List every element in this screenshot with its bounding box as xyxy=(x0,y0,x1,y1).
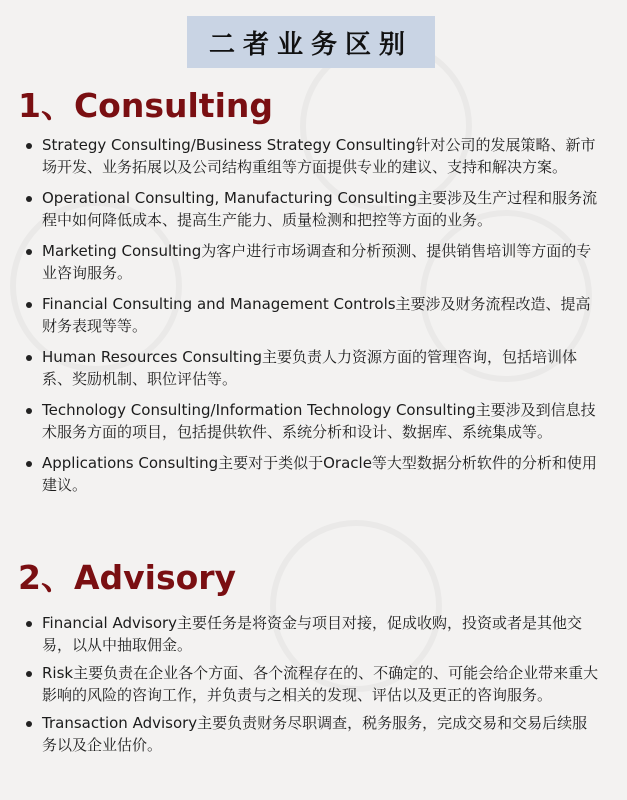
list-item: Human Resources Consulting主要负责人力资源方面的管理咨询，包括培训体系、奖励机制、职位评估等。 xyxy=(24,346,601,390)
list-item: Technology Consulting/Information Technology Consulting主要涉及到信息技术服务方面的项目，包括提供软件、系统分析和设计、数据库、系统集成等。 xyxy=(24,399,601,443)
list-item: Financial Advisory主要任务是将资金与项目对接，促成收购，投资或者是其他交易，以从中抽取佣金。 xyxy=(24,612,601,656)
list-item: Operational Consulting, Manufacturing Consulting主要涉及生产过程和服务流程中如何降低成本、提高生产能力、质量检测和把控等方面的业务。 xyxy=(24,187,601,231)
list-item: Risk主要负责在企业各个方面、各个流程存在的、不确定的、可能会给企业带来重大影响的风险的咨询工作，并负责与之相关的发现、评估以及更正的咨询服务。 xyxy=(24,662,601,706)
title-banner xyxy=(187,16,435,68)
section-heading-consulting: 1、Consulting xyxy=(18,86,273,125)
list-item: Financial Consulting and Management Controls主要涉及财务流程改造、提高财务表现等等。 xyxy=(24,293,601,337)
section-heading-advisory: 2、Advisory xyxy=(18,558,237,597)
list-item: Applications Consulting主要对于类似于Oracle等大型数据分析软件的分析和使用建议。 xyxy=(24,452,601,496)
consulting-list xyxy=(24,134,601,505)
list-item: Strategy Consulting/Business Strategy Consulting针对公司的发展策略、新市场开发、业务拓展以及公司结构重组等方面提供专业的建议、支持和解决方案。 xyxy=(24,134,601,178)
advisory-list xyxy=(24,612,601,762)
list-item: Marketing Consulting为客户进行市场调查和分析预测、提供销售培训等方面的专业咨询服务。 xyxy=(24,240,601,284)
list-item: Transaction Advisory主要负责财务尽职调查，税务服务，完成交易和交易后续服务以及企业估价。 xyxy=(24,712,601,756)
page-title: 二者业务区别 xyxy=(208,29,413,60)
